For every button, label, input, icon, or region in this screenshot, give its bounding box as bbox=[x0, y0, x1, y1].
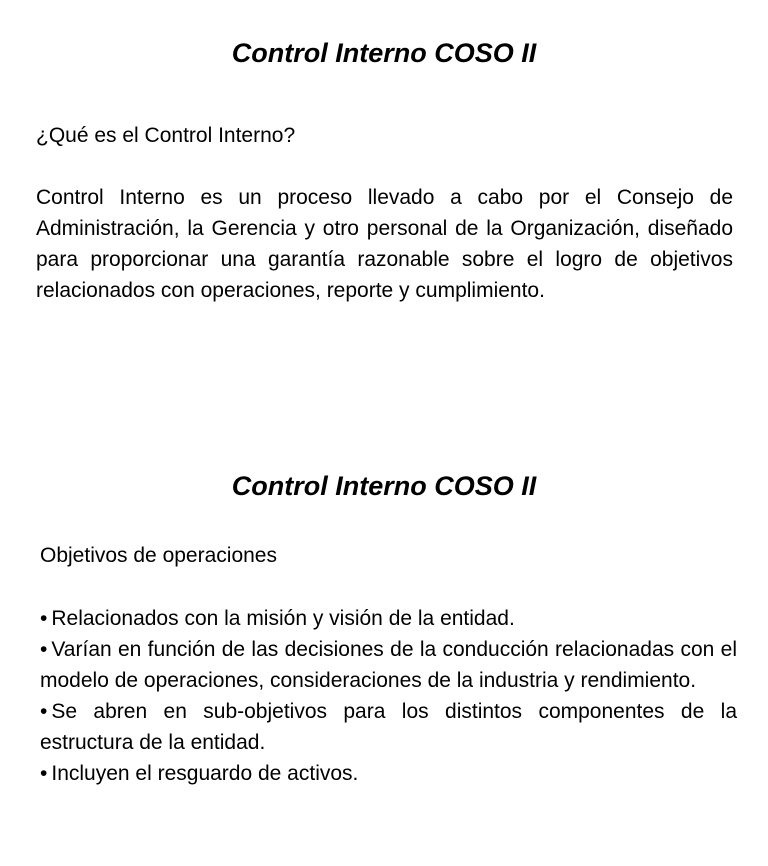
bullet-icon: • bbox=[40, 762, 48, 785]
slide-title: Control Interno COSO II bbox=[231, 471, 537, 501]
definition-paragraph: Control Interno es un proceso llevado a cabo por el Consejo de Administración, la Gerencia y otro personal de la Organización, diseñado para proporcionar una garantía razonable sobre el logro de objetivos relacionados con operaciones, reporte y cumplimiento. bbox=[36, 186, 733, 302]
list-item bbox=[40, 603, 737, 634]
slide-operations-objectives bbox=[0, 430, 768, 866]
bullet-icon: • bbox=[40, 700, 48, 723]
list-item bbox=[40, 634, 737, 696]
list-item bbox=[40, 758, 737, 789]
section-question: ¿Qué es el Control Interno? bbox=[36, 124, 296, 147]
list-item-text: Relacionados con la misión y visión de la entidad. bbox=[51, 607, 515, 630]
section-heading: Objetivos de operaciones bbox=[40, 544, 277, 567]
list-item-text: Se abren en sub-objetivos para los distintos componentes de la estructura de la entidad. bbox=[40, 700, 737, 754]
bullet-icon: • bbox=[40, 638, 48, 661]
bullet-icon: • bbox=[40, 607, 48, 630]
slide-what-is-internal-control bbox=[0, 0, 768, 430]
slide-title: Control Interno COSO II bbox=[231, 38, 537, 68]
list-item-text: Incluyen el resguardo de activos. bbox=[51, 762, 359, 785]
list-item-text: Varían en función de las decisiones de la conducción relacionadas con el modelo de operaciones, consideraciones de la industria y rendimiento. bbox=[40, 638, 737, 692]
objectives-list bbox=[40, 603, 737, 789]
list-item bbox=[40, 696, 737, 758]
